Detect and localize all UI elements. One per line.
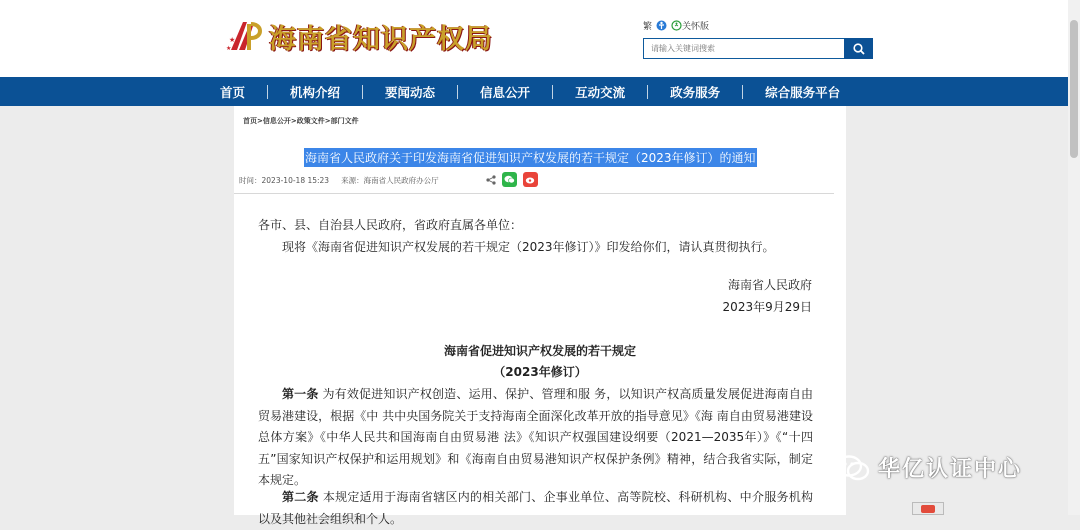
accessibility-icon[interactable]	[656, 20, 667, 31]
doc-subtitle: （2023年修订）	[493, 365, 587, 379]
nav-item-interaction[interactable]: 互动交流	[575, 84, 626, 100]
article-clause-1	[258, 384, 813, 492]
article-title: 海南省人民政府关于印发海南省促进知识产权发展的若干规定（2023年修订）的通知	[304, 148, 757, 167]
care-mode-icon	[671, 20, 682, 31]
traditional-chinese-link[interactable]: 繁	[643, 21, 653, 32]
article-meta	[239, 175, 439, 186]
scrollbar-thumb[interactable]	[1070, 20, 1078, 158]
doc-title: 海南省促进知识产权发展的若干规定	[443, 344, 636, 358]
widget-icon	[921, 505, 935, 513]
nav-item-home[interactable]: 首页	[220, 84, 246, 100]
clause-1-label: 第一条	[282, 387, 319, 401]
watermark-text: 华亿认证中心	[878, 457, 1023, 482]
search-box	[643, 38, 873, 59]
top-tools	[643, 18, 709, 32]
care-mode-label: 关怀版	[682, 21, 710, 32]
article-clause-2	[258, 487, 813, 530]
article-body	[258, 214, 813, 258]
nav-item-disclosure[interactable]: 信息公开	[480, 84, 531, 100]
wechat-watermark-icon	[836, 454, 870, 482]
signature-date: 2023年9月29日	[722, 300, 812, 314]
svg-text:★: ★	[229, 36, 236, 44]
breadcrumb[interactable]: 首页>信息公开>政策文件>部门文件	[243, 117, 359, 125]
logo-emblem-icon	[225, 16, 267, 56]
lead-paragraph: 现将《海南省促进知识产权发展的若干规定（2023年修订）》印发给你们，请认真贯彻执行。	[282, 240, 775, 254]
share-bar	[486, 172, 544, 187]
search-icon	[853, 43, 865, 55]
nav-item-services[interactable]: 政务服务	[670, 84, 721, 100]
salutation: 各市、县、自治县人民政府，省政府直属各单位：	[258, 218, 523, 232]
floating-widget[interactable]	[912, 502, 944, 515]
clause-1-text: 为有效促进知识产权创造、运用、保护、管理和服 务，以知识产权高质量发展促进海南自由贸易港建设，根据《中 共中央国务院关于支持海南全面深化改革开放的指导意见》《海 南自由贸易港建设总体方案》《中华人民共和国海南自由贸易港 法》《知识产权强国建设纲要（2021—2035年）》《“十四五”国家知识产权保护和运用规划》和《海南自由贸易港知识产权保护条例》精神，结合我省实际，制定本规定。	[258, 387, 813, 487]
clause-2-text: 本规定适用于海南省辖区内的相关部门、企事业单位、高等院校、科研机构、中介服务机构以及其他社会组织和个人。	[258, 490, 813, 526]
site-logo[interactable]	[225, 16, 493, 56]
signature: 海南省人民政府	[727, 278, 812, 292]
site-name: 海南省知识产权局	[269, 23, 493, 55]
nav-item-about[interactable]: 机构介绍	[290, 84, 341, 100]
search-input[interactable]	[643, 38, 844, 59]
main-nav	[0, 77, 1080, 106]
meta-divider	[234, 193, 834, 194]
wechat-share-icon[interactable]	[502, 172, 517, 187]
care-mode-link[interactable]	[671, 19, 709, 32]
publish-time: 时间：2023-10-18 15:23	[239, 176, 330, 185]
svg-text:★: ★	[226, 45, 232, 52]
weibo-share-icon[interactable]	[523, 172, 538, 187]
search-button[interactable]	[844, 38, 873, 59]
clause-2-label: 第二条	[282, 490, 319, 504]
site-header	[0, 0, 1080, 77]
share-icon[interactable]	[486, 175, 496, 185]
article-source: 来源：海南省人民政府办公厅	[341, 176, 439, 185]
article-panel	[234, 106, 846, 526]
watermark	[836, 452, 1022, 483]
nav-item-news[interactable]: 要闻动态	[385, 84, 436, 100]
nav-item-platform[interactable]: 综合服务平台	[765, 84, 841, 100]
